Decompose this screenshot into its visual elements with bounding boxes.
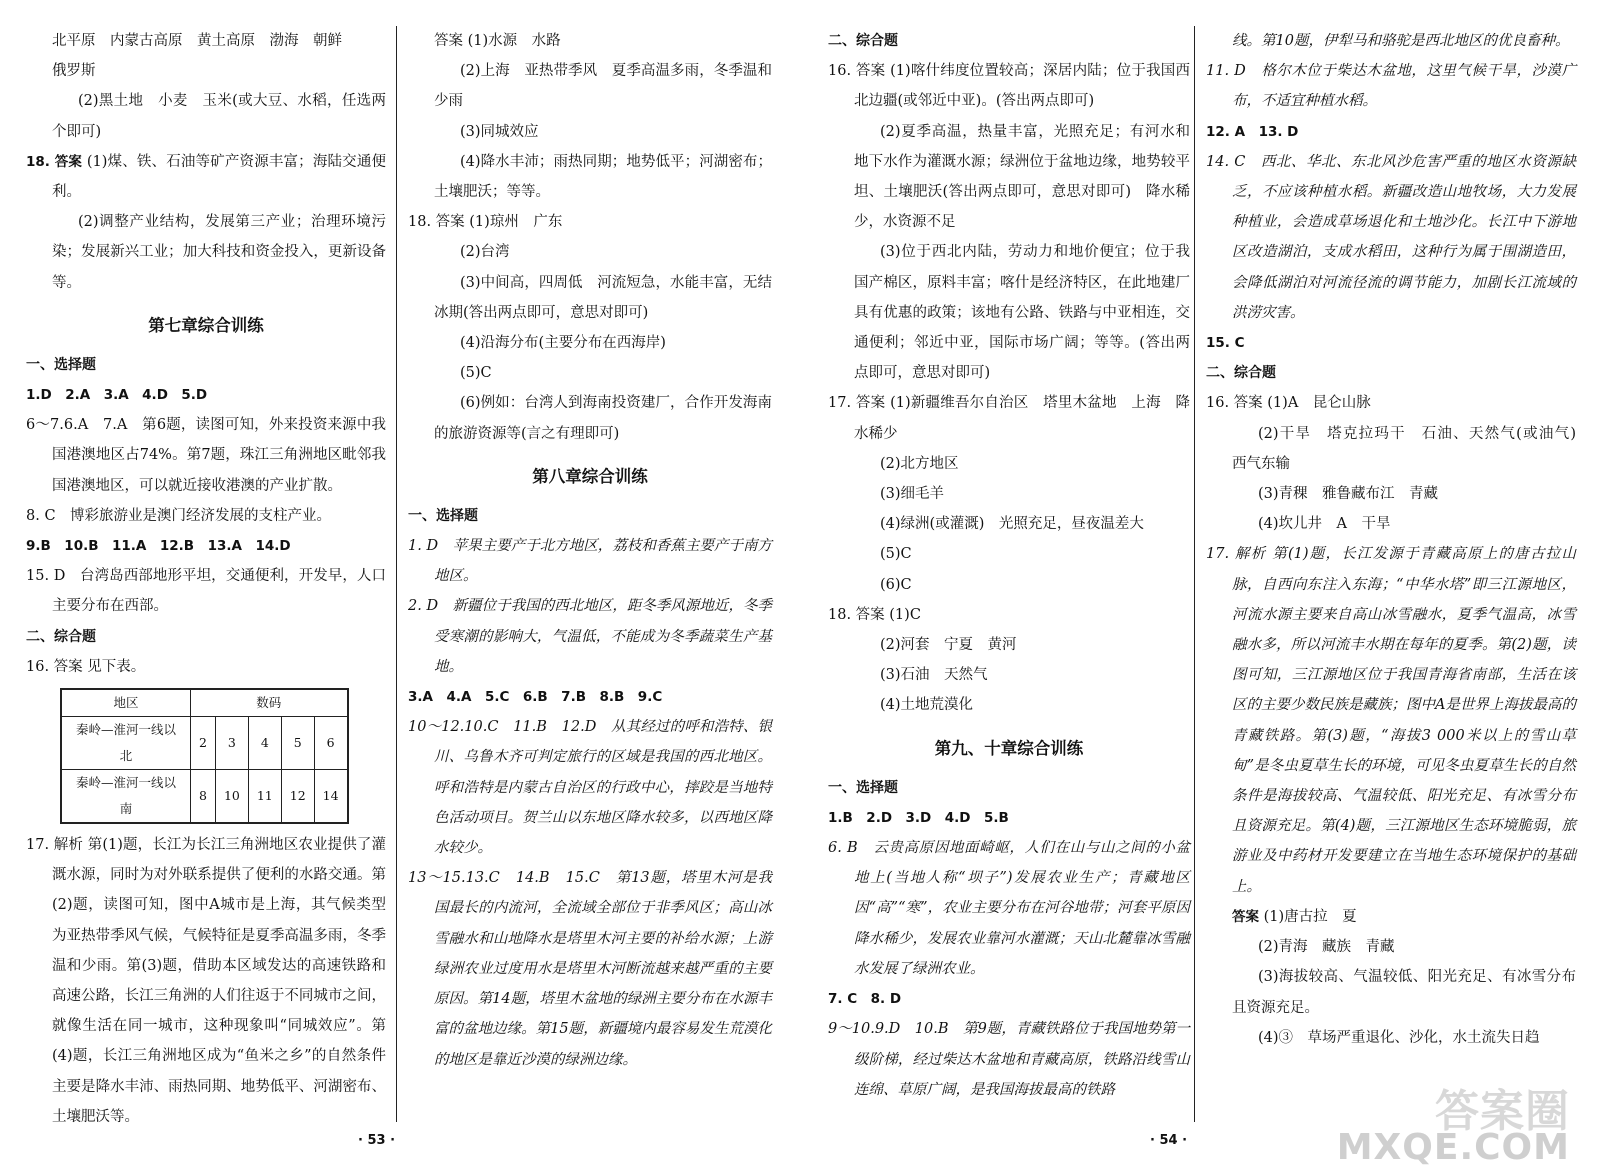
answer-line: 15. C [1206, 335, 1245, 352]
text-line: (3)中间高，四周低 河流短急，水能丰富，无结冰期(答出两点即可，意思对即可) [434, 274, 772, 321]
chapter-9-10-title: 第九、十章综合训练 [934, 738, 1084, 758]
question-18: 18. 答案 (1)琼州 广东 [408, 214, 563, 231]
table-cell: 2 [191, 717, 216, 770]
text-line: (4)降水丰沛；雨热同期；地势低平；河湖密布；土壤肥沃；等等。 [434, 153, 772, 201]
analysis-17: 17. 解析 第(1)题，长江发源于青藏高原上的唐古拉山脉，自西向东注入东海；“中华水塔”即三江源地区，河流水源主要来自高山冰雪融水，夏季气温高，冰雪融水多，所以河流丰水期在每年的夏季。第(2)题，读图可知，三江源地区位于我国青海省南部，生活在该区的主要少数民族是藏族；图中A是世界上海拔最高的青藏铁路。第(3)题，“海拔3 000米以上的雪山草甸”是冬虫夏草生长的环境，可见冬虫夏草生长的自然条件是海拔较高、气温较低、阳光充足、有冰雪分布且资源充足。第(4)题，三江源地区生态环境脆弱，旅游业及中药材开发要建立在当地生态环境保护的基础上。 [1206, 546, 1576, 895]
answer-line: 3.A 4.A 5.C 6.B 7.B 8.B 9.C [408, 689, 663, 706]
text-line: (6)例如：台湾人到海南投资建厂，合作开发海南的旅游资源等(言之有理即可) [434, 395, 772, 442]
table-header-number: 数码 [191, 689, 348, 717]
column-divider-left [396, 26, 397, 1122]
answer-line: 9～10.9.D 10.B 第9题，青藏铁路位于我国地势第一级阶梯，经过柴达木盆地和青藏高原，铁路沿线雪山连绵、草原广阔，是我国海拔最高的铁路 [828, 1021, 1190, 1098]
answer-label-text: 答案 [1232, 908, 1259, 925]
table-cell: 10 [215, 770, 248, 824]
answer-text: (1)唐古拉 夏 [1263, 908, 1357, 925]
section-heading: 二、综合题 [1206, 365, 1276, 382]
column-divider-right [1194, 26, 1195, 1122]
column-3 [828, 26, 1190, 1105]
answer-line: 12. A 13. D [1206, 123, 1299, 140]
table-header-region: 地区 [61, 689, 191, 717]
section-heading: 一、选择题 [408, 507, 478, 524]
answer-line: 6. B 云贵高原因地面崎岖，人们在山与山之间的小盆地上(当地人称“坝子”)发展农业生产；青藏地区因“高”“寒”，农业主要分布在河谷地带；河套平原因降水稀少，发展农业靠河水灌溉；天山北麓靠冰雪融水发展了绿洲农业。 [828, 840, 1190, 977]
chapter-8-title: 第八章综合训练 [532, 466, 648, 486]
answer-line: 16. 答案 见下表。 [26, 658, 146, 675]
table-row [61, 717, 348, 770]
text-line: 俄罗斯 [52, 63, 96, 80]
answer-table [60, 688, 349, 824]
text-line: (4)坎儿井 A 干旱 [1258, 516, 1391, 533]
question-18 [26, 147, 386, 207]
question-16: 16. 答案 (1)A 昆仑山脉 [1206, 395, 1371, 412]
text-line: (2)台湾 [460, 244, 510, 261]
answer-line: 6～7.6.A 7.A 第6题，读图可知，外来投资来源中我国港澳地区占74%。第7题，珠江三角洲地区毗邻我国港澳地区，可以就近接收港澳的产业扩散。 [26, 417, 386, 494]
text-line: (5)C [460, 365, 492, 382]
table-cell: 8 [191, 770, 216, 824]
table-row [61, 770, 348, 824]
answer-line: 10～12.10.C 11.B 12.D 从其经过的呼和浩特、银川、乌鲁木齐可判定旅行的区域是我国的西北地区。呼和浩特是内蒙古自治区的行政中心，摔跤是当地特色活动项目。贺兰山以东地区降水较多，以西地区降水较少。 [408, 719, 772, 857]
text-line: (2)上海 亚热带季风 夏季高温多雨，冬季温和少雨 [434, 63, 772, 110]
text-line: (3)海拔较高、气温较低、阳光充足、有冰雪分布且资源充足。 [1232, 969, 1576, 1016]
text-line: (2)调整产业结构，发展第三产业；治理环境污染；发展新兴工业；加大科技和资金投入，更新设备等。 [52, 214, 386, 291]
answer-line: 7. C 8. D [828, 991, 902, 1008]
answer-line: 1. D 苹果主要产于北方地区，荔枝和香蕉主要产于南方地区。 [408, 538, 772, 585]
question-16: 16. 答案 (1)喀什纬度位置较高；深居内陆；位于我国西北边疆(或邻近中亚)。(答出两点即可) [828, 63, 1190, 110]
answer-line: 11. D 格尔木位于柴达木盆地，这里气候干旱，沙漠广布，不适宜种植水稻。 [1206, 63, 1576, 110]
table-cell: 5 [281, 717, 314, 770]
table-cell: 4 [248, 717, 281, 770]
column-1 [26, 26, 386, 1132]
answer-line: 14. C 西北、华北、东北风沙危害严重的地区水资源缺乏，不应该种植水稻。新疆改造山地牧场，大力发展种植业，会造成草场退化和土地沙化。长江中下游地区改造湖泊，支成水稻田，这种行为属于围湖造田，会降低湖泊对河流径流的调节能力，加剧长江流域的洪涝灾害。 [1206, 153, 1576, 321]
answer-line: 2. D 新疆位于我国的西北地区，距冬季风源地近，冬季受寒潮的影响大，气温低，不能成为冬季蔬菜生产基地。 [408, 598, 772, 675]
page-number-left: · 53 · [358, 1133, 396, 1148]
text-line: (3)青稞 雅鲁藏布江 青藏 [1258, 486, 1439, 503]
table-cell: 12 [281, 770, 314, 824]
text-line: (2)青海 藏族 青藏 [1258, 939, 1395, 956]
text-line: (4)土地荒漠化 [880, 697, 974, 714]
section-heading: 一、选择题 [26, 356, 96, 373]
text-line: 北平原 内蒙古高原 黄土高原 渤海 朝鲜 [52, 33, 342, 49]
question-17: 17. 答案 (1)新疆维吾尔自治区 塔里木盆地 上海 降水稀少 [828, 395, 1190, 442]
text-line: (3)细毛羊 [880, 486, 945, 503]
text-line: (6)C [880, 576, 912, 593]
answer-label: 答案 [54, 153, 83, 170]
chapter-7-title: 第七章综合训练 [148, 315, 264, 335]
table-cell: 6 [314, 717, 347, 770]
answer-line: 13～15.13.C 14.B 15.C 第13题，塔里木河是我国最长的内流河，全流域全部位于非季风区；高山冰雪融水和山地降水是塔里木河主要的补给水源；上游绿洲农业过度用水是塔里木河断流越来越严重的主要原因。第14题，塔里木盆地的绿洲主要分布在水源丰富的盆地边缘。第15题，新疆境内最容易发生荒漠化的地区是靠近沙漠的绿洲边缘。 [408, 870, 772, 1068]
text-line: (4)③ 草场严重退化、沙化，水土流失日趋 [1258, 1029, 1540, 1046]
answer-line: 15. D 台湾岛西部地形平坦，交通便利，开发早，人口主要分布在西部。 [26, 568, 386, 615]
question-number: 18. [26, 153, 50, 170]
page-number-right: · 54 · [1150, 1133, 1188, 1148]
section-heading: 二、综合题 [26, 628, 96, 645]
text-line: (4)绿洲(或灌溉) 光照充足，昼夜温差大 [880, 516, 1144, 533]
text-line: (4)沿海分布(主要分布在西海岸) [460, 335, 666, 352]
table-cell: 3 [215, 717, 248, 770]
answer-line: 8. C 博彩旅游业是澳门经济发展的支柱产业。 [26, 507, 332, 524]
watermark [1336, 1086, 1570, 1168]
text-line: 答案 (1)水源 水路 [434, 33, 561, 49]
text-line: (2)河套 宁夏 黄河 [880, 637, 1017, 654]
column-2 [408, 26, 772, 1075]
question-18: 18. 答案 (1)C [828, 606, 921, 623]
answer-text: (1)煤、铁、石油等矿产资源丰富；海陆交通便利。 [52, 153, 387, 201]
answer-line: 9.B 10.B 11.A 12.B 13.A 14.D [26, 538, 291, 555]
table-row-label: 秦岭—淮河一线以南 [61, 770, 191, 824]
watermark-logo-text: 答案圈 [1435, 1086, 1570, 1137]
text-line: (3)同城效应 [460, 123, 539, 140]
table-cell: 11 [248, 770, 281, 824]
analysis-17: 17. 解析 第(1)题，长江为长江三角洲地区农业提供了灌溉水源，同时为对外联系提供了便利的水路交通。第(2)题，读图可知，图中A城市是上海，其气候类型为亚热带季风气候，气候特征是夏季高温多雨，冬季温和少雨。第(3)题，借助本区域发达的高速铁路和高速公路，长江三角洲的人们往返于不同城市之间，就像生活在同一城市，这种现象叫“同城效应”。第(4)题，长江三角洲地区成为“鱼米之乡”的自然条件主要是降水丰沛、雨热同期、地势低平、河湖密布、土壤肥沃等。 [26, 837, 386, 1125]
section-heading: 一、选择题 [828, 779, 898, 796]
table-cell: 14 [314, 770, 347, 824]
section-heading: 二、综合题 [828, 33, 898, 49]
text-line: (2)北方地区 [880, 455, 959, 472]
answer-line: 1.D 2.A 3.A 4.D 5.D [26, 387, 208, 404]
text-line: (2)黑土地 小麦 玉米(或大豆、水稻，任选两个即可) [52, 93, 386, 140]
table-row-label: 秦岭—淮河一线以北 [61, 717, 191, 770]
column-4 [1206, 26, 1591, 1053]
text-line: 线。第10题，伊犁马和骆驼是西北地区的优良畜种。 [1232, 33, 1570, 49]
text-line: (3)位于西北内陆，劳动力和地价便宜；位于我国产棉区，原料丰富；喀什是经济特区，在此地建厂具有优惠的政策；该地有公路、铁路与中亚相连，交通便利；邻近中亚，国际市场广阔；等等。(答出两点即可，意思对即可) [854, 244, 1190, 382]
watermark-url: MXQE.COM [1336, 1127, 1570, 1168]
answer-label [1206, 902, 1576, 932]
answer-line: 1.B 2.D 3.D 4.D 5.B [828, 809, 1009, 826]
text-line: (3)石油 天然气 [880, 667, 988, 684]
text-line: (2)夏季高温，热量丰富，光照充足；有河水和地下水作为灌溉水源；绿洲位于盆地边缘，地势较平坦、土壤肥沃(答出两点即可，意思对即可) 降水稀少，水资源不足 [854, 123, 1190, 231]
text-line: (5)C [880, 546, 912, 563]
text-line: (2)干旱 塔克拉玛干 石油、天然气(或油气) 西气东输 [1232, 425, 1591, 472]
